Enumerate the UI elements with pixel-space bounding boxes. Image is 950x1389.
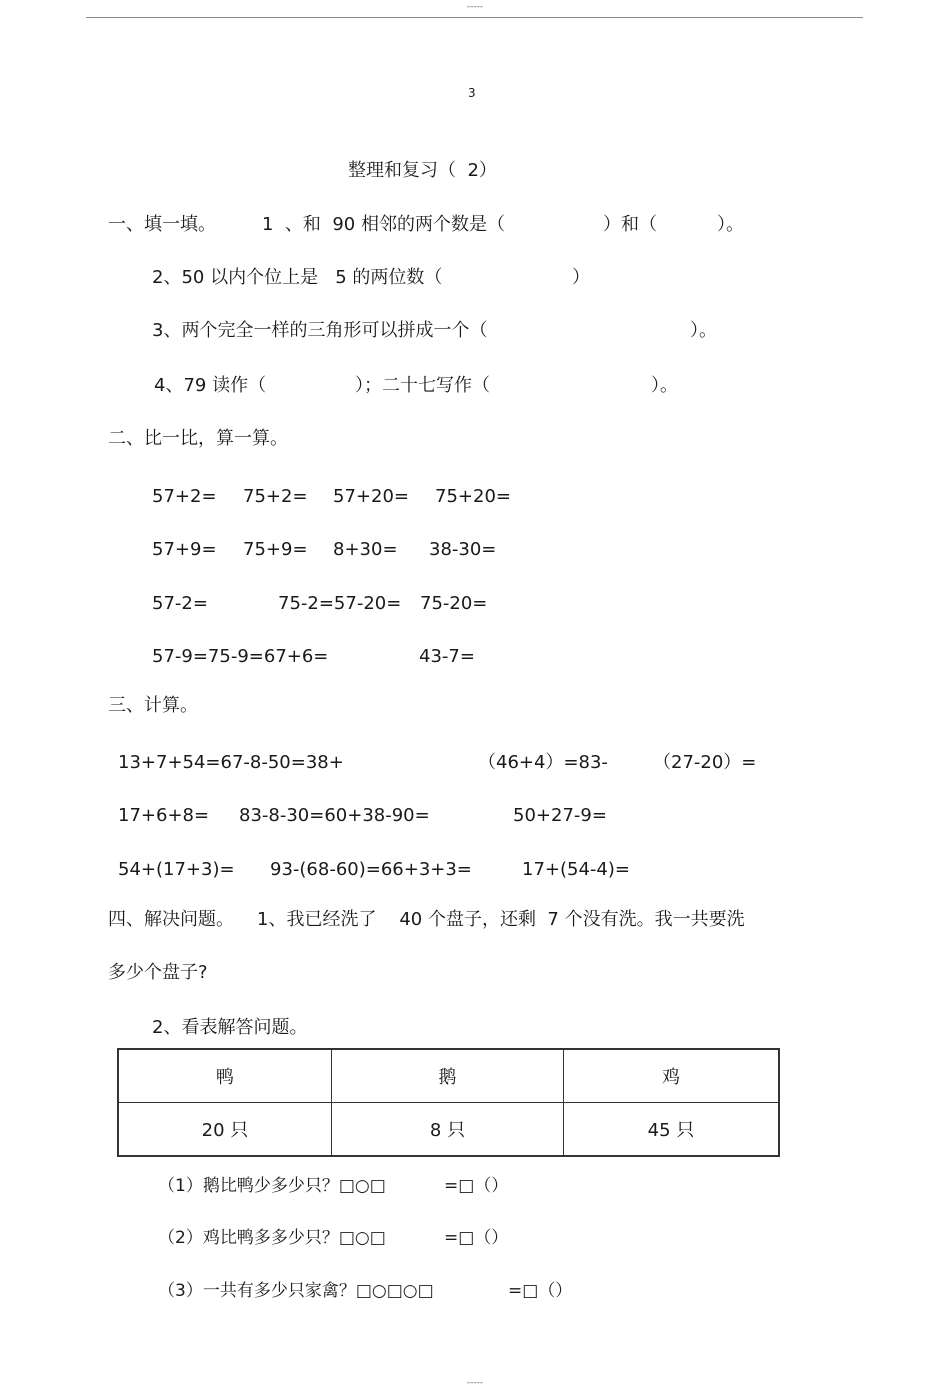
- calc-item: 75-20=: [420, 593, 488, 614]
- page-number: 3: [468, 86, 476, 100]
- section1-q3: 3、两个完全一样的三角形可以拼成一个（: [152, 320, 488, 341]
- table-header-goose: 鹅: [332, 1049, 564, 1103]
- table-cell-goose: 8 只: [332, 1103, 564, 1157]
- header-rule: [86, 17, 863, 18]
- calc-item: 17+6+8=: [118, 805, 210, 826]
- calc-item: 57+9=: [152, 539, 217, 560]
- page-title: 整理和复习（ 2）: [348, 160, 497, 181]
- calc-item: （46+4）=83-: [478, 752, 608, 773]
- calc-item: 83-8-30=60+38-90=: [239, 805, 430, 826]
- subquestion-1: （1）鹅比鸭少多少只？□○□: [158, 1176, 386, 1196]
- calc-item: 57+2=: [152, 486, 217, 507]
- table-cell-chicken: 45 只: [564, 1103, 780, 1157]
- calc-item: 75+20=: [435, 486, 511, 507]
- subquestion-1-answer: =□（）: [444, 1176, 509, 1196]
- section4-q1-line2: 多少个盘子?: [108, 962, 208, 983]
- calc-item: 75+2=: [243, 486, 308, 507]
- subquestion-2-answer: =□（）: [444, 1228, 509, 1248]
- section4-q2: 2、看表解答问题。: [152, 1017, 308, 1038]
- calc-item: （27-20）=: [653, 752, 757, 773]
- calc-item: 54+(17+3)=: [118, 859, 235, 880]
- section1-heading: 一、填一填。: [108, 214, 216, 235]
- section1-q2: 2、50 以内个位上是 5 的两位数（: [152, 267, 443, 288]
- subquestion-3: （3）一共有多少只家禽？□○□○□: [158, 1281, 434, 1301]
- section4-heading: 四、解决问题。: [108, 909, 234, 930]
- footer-dash: -----: [466, 1378, 484, 1388]
- section4-q1-line1: 1、我已经洗了 40 个盘子，还剩 7 个没有洗。我一共要洗: [257, 909, 745, 930]
- calc-item: 57-9=75-9=67+6=: [152, 646, 329, 667]
- table-header-chicken: 鸡: [564, 1049, 780, 1103]
- section1-q1: 1 、和 90 相邻的两个数是（: [262, 214, 505, 235]
- calc-item: 13+7+54=67-8-50=38+: [118, 752, 344, 773]
- calc-item: 43-7=: [419, 646, 475, 667]
- section2-heading: 二、比一比，算一算。: [108, 428, 288, 449]
- calc-item: 75+9=: [243, 539, 308, 560]
- section1-q4-mid: ）；二十七写作（: [355, 375, 490, 396]
- section3-heading: 三、计算。: [108, 695, 198, 716]
- section1-q1-mid: ）和（: [603, 214, 657, 235]
- subquestion-3-answer: =□（）: [508, 1281, 573, 1301]
- section1-q2-end: ）: [572, 267, 590, 288]
- section1-q1-end: ）。: [717, 214, 744, 235]
- calc-item: 8+30=: [333, 539, 398, 560]
- section1-q4: 4、79 读作（: [154, 375, 267, 396]
- table-header-duck: 鸭: [118, 1049, 332, 1103]
- section1-q3-end: ）。: [690, 320, 717, 341]
- header-dash: -----: [466, 2, 484, 12]
- calc-item: 17+(54-4)=: [522, 859, 630, 880]
- calc-item: 50+27-9=: [513, 805, 607, 826]
- calc-item: 75-2=57-20=: [278, 593, 402, 614]
- calc-item: 93-(68-60)=66+3+3=: [270, 859, 472, 880]
- table-cell-duck: 20 只: [118, 1103, 332, 1157]
- section1-q4-end: ）。: [651, 375, 678, 396]
- calc-item: 57+20=: [333, 486, 409, 507]
- subquestion-2: （2）鸡比鸭多多少只？□○□: [158, 1228, 386, 1248]
- calc-item: 57-2=: [152, 593, 208, 614]
- poultry-table: [117, 1048, 780, 1157]
- calc-item: 38-30=: [429, 539, 497, 560]
